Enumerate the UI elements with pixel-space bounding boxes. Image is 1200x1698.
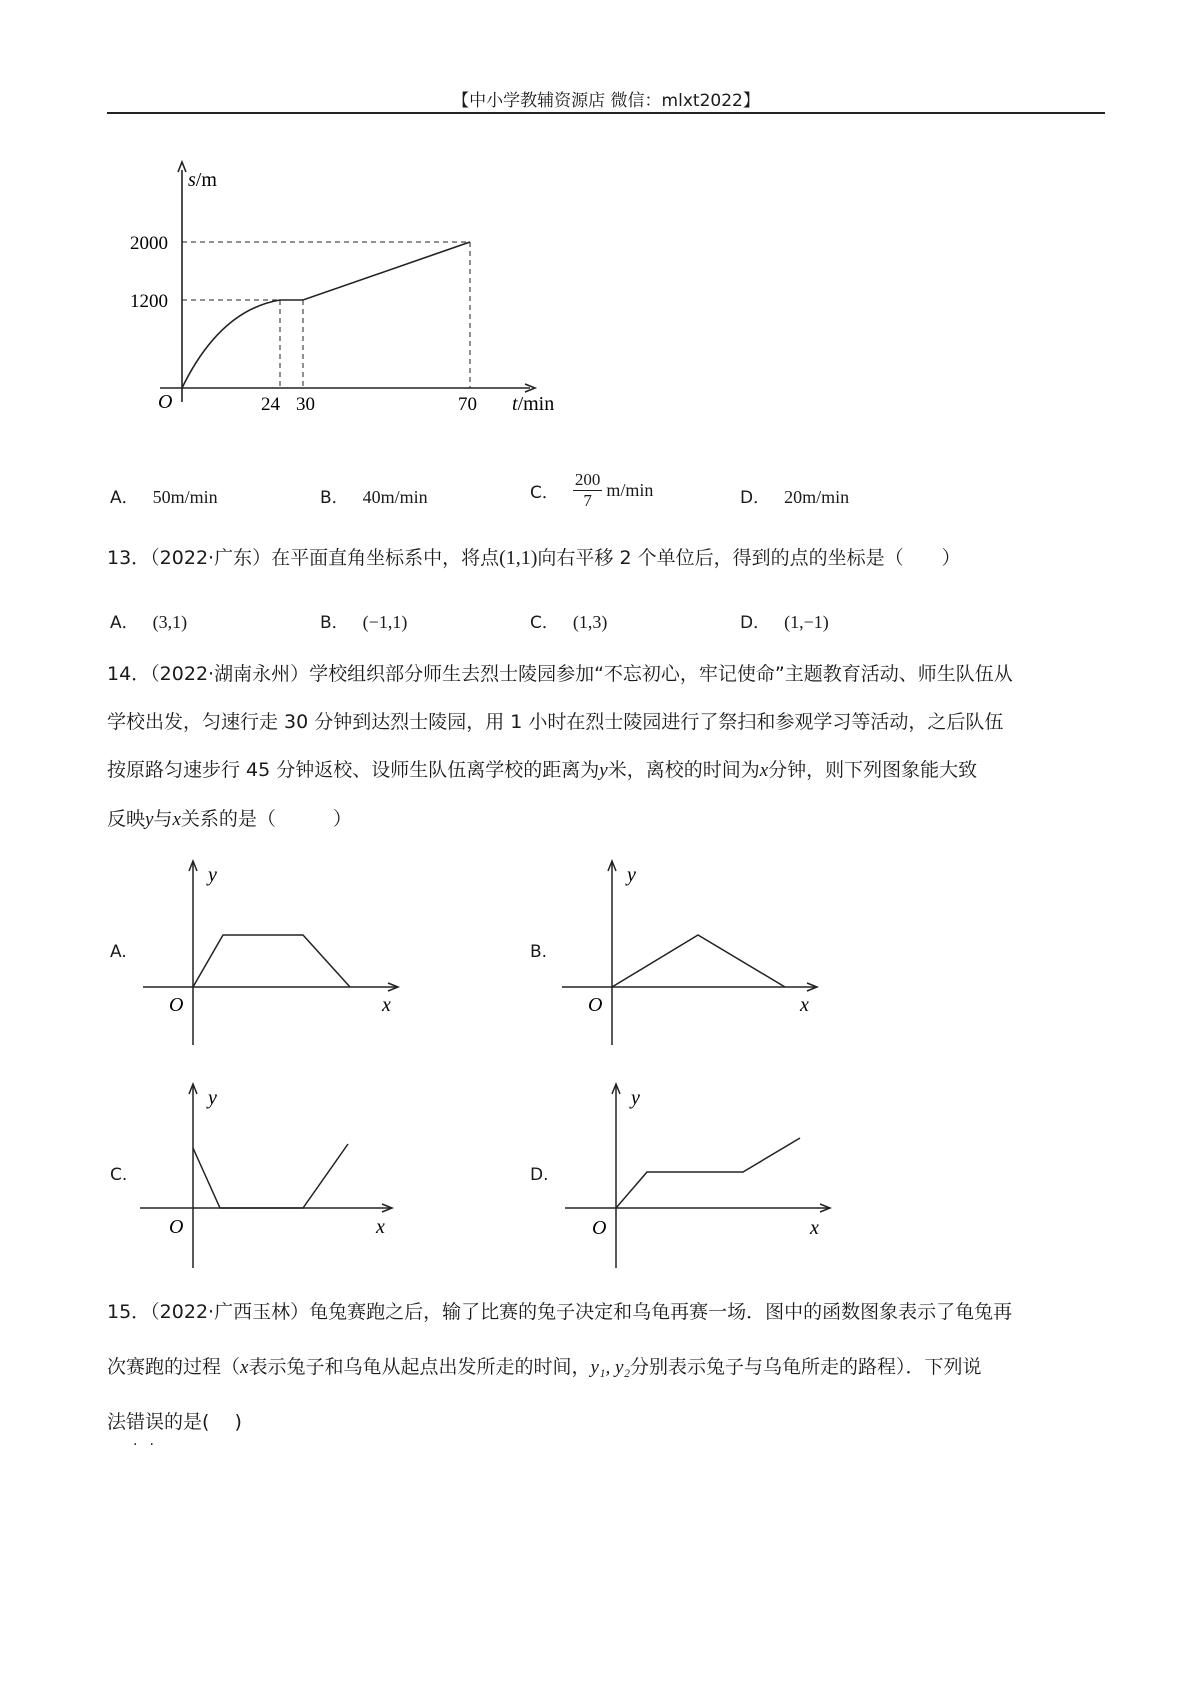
svg-text:y: y <box>208 1087 217 1109</box>
q12-option-a[interactable]: A． 50m/min <box>110 487 218 508</box>
svg-text:O: O <box>588 994 603 1016</box>
svg-text:O: O <box>169 994 184 1016</box>
fraction: $\frac{200}{7}$ <box>574 470 601 510</box>
x-axis-label: t/min <box>512 393 555 415</box>
emphasis-dots: ·· <box>133 1437 166 1453</box>
distance-curve <box>182 242 470 388</box>
q14-option-d-label[interactable]: D. <box>530 1165 549 1185</box>
q13-stem: 13．（2022·广东）在平面直角坐标系中，将点(1,1)向右平移 2 个单位后，得到的点的坐标是（ ） <box>107 547 961 569</box>
header-text: 【中小学教辅资源店 微信：mlxt2022】 <box>452 91 760 111</box>
q14-stem: 14．（2022·湖南永州）学校组织部分师生去烈士陵园参加“不忘初心，牢记使命”主题教育活动、师生队伍从 学校出发，匀速行走 30 分钟到达烈士陵园，用 1 小时在烈士陵园进行了祭扫和参观学习等活动，之后队伍 按原路匀速步行 45 分钟返校、设师生队伍离学校的距离为y米，离校的时间为x分钟，则下列图象能大致 反映y与x关系的是（ ） <box>107 663 1013 830</box>
q14-graph-a[interactable] <box>138 855 418 1050</box>
x-tick-30: 30 <box>296 394 315 415</box>
svg-text:y: y <box>627 864 636 886</box>
q14-graph-c[interactable] <box>138 1078 418 1273</box>
svg-text:O: O <box>592 1217 607 1239</box>
q15-stem: 15．（2022·广西玉林）龟兔赛跑之后，输了比赛的兔子决定和乌龟再赛一场．图中的函数图象表示了龟兔再 次赛跑的过程（x表示兔子和乌龟从起点出发所走的时间，y₁, y₂分别表示兔子与乌龟所走的路程）．下列说 法错误的是( ) <box>107 1301 1013 1433</box>
y-tick-2000: 2000 <box>130 233 168 254</box>
graph-b-line <box>612 935 785 987</box>
x-tick-24: 24 <box>261 394 280 415</box>
graph-d-line <box>616 1138 800 1208</box>
q13-option-d[interactable]: D． (1,−1) <box>740 612 829 633</box>
x-tick-70: 70 <box>458 394 477 415</box>
svg-text:x: x <box>800 994 809 1016</box>
graph-c-line <box>193 1144 348 1208</box>
q14-option-b-label[interactable]: B. <box>530 942 548 962</box>
q12-graph <box>130 160 580 450</box>
q12-option-c[interactable]: C． $\frac{200}{7}$ m/min <box>530 470 654 510</box>
svg-text:x: x <box>382 994 391 1016</box>
y-tick-1200: 1200 <box>130 291 168 312</box>
q14-option-c-label[interactable]: C. <box>110 1165 128 1185</box>
q12-option-d[interactable]: D． 20m/min <box>740 487 850 508</box>
page-header <box>107 82 1105 114</box>
graph-a-line <box>193 935 350 987</box>
svg-text:y: y <box>208 864 217 886</box>
svg-text:x: x <box>376 1216 385 1238</box>
svg-text:y: y <box>631 1087 640 1109</box>
emphasis-text: 错误 <box>126 1411 165 1433</box>
svg-text:x: x <box>810 1217 819 1239</box>
q13-option-a[interactable]: A． (3,1) <box>110 612 188 633</box>
y-axis-label: s/m <box>188 169 217 191</box>
origin-label: O <box>158 391 173 413</box>
q13-option-b[interactable]: B． (−1,1) <box>320 612 408 633</box>
q14-graph-b[interactable] <box>560 855 840 1050</box>
svg-text:O: O <box>169 1216 184 1238</box>
q14-graph-d[interactable] <box>560 1078 840 1273</box>
q12-option-b[interactable]: B． 40m/min <box>320 487 428 508</box>
q14-option-a-label[interactable]: A. <box>110 942 127 962</box>
q13-option-c[interactable]: C． (1,3) <box>530 612 608 633</box>
